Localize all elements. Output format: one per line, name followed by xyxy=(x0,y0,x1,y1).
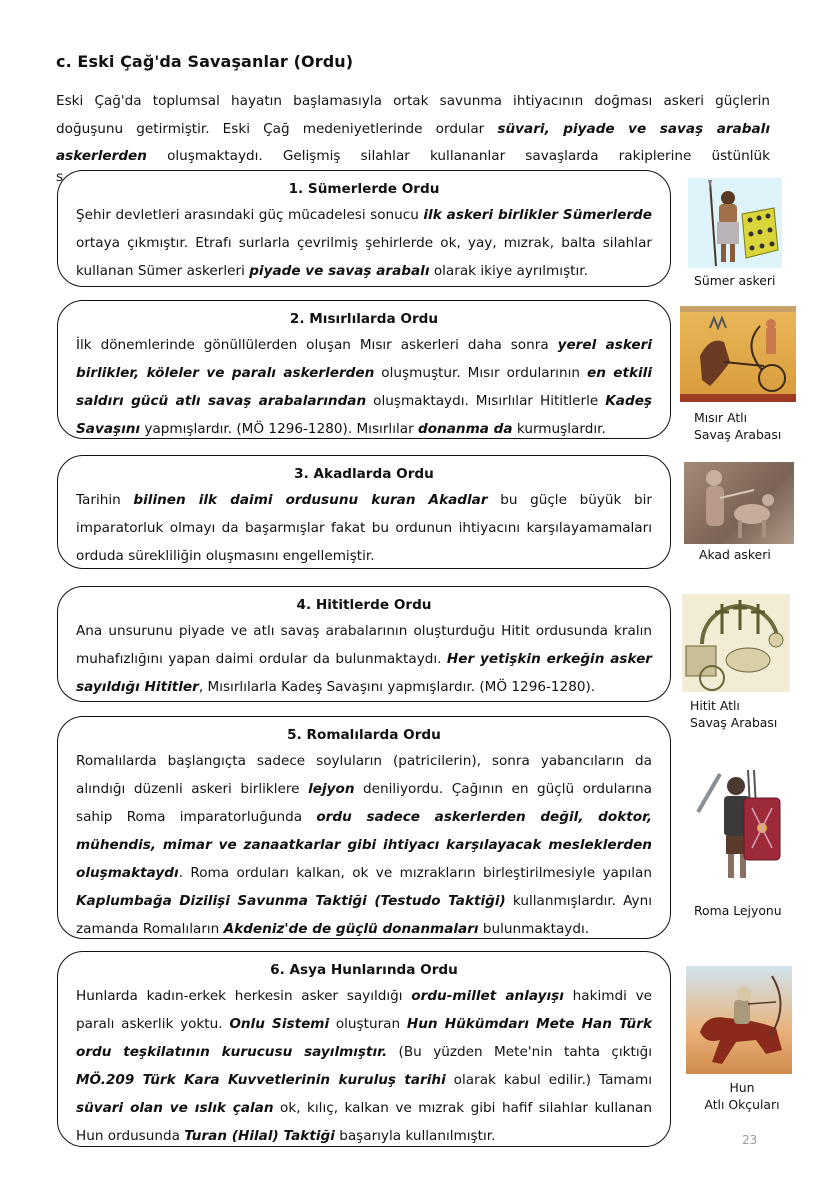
intro-text: Eski Çağ'da toplumsal hayatın başlamasıyla ortak savunma ihtiyacının doğması askeri güçlerin doğuşunu getirmiştir. Eski Çağ medeniyetlerinde ordular xyxy=(56,93,770,137)
section-heading: 5. Romalılarda Ordu xyxy=(287,727,441,743)
sumerian-soldier-image xyxy=(688,178,782,268)
egyptian-chariot-image xyxy=(680,306,796,402)
section-body: İlk dönemlerinde gönüllülerden oluşan Mısır askerleri daha sonra yerel askeri birlikler, köleler ve paralı askerlerden oluşmuştur. Mısır ordularının en etkili saldırı gücü atlı savaş arabalarından oluşmaktaydı. Mısırlılar Hititlerle Kadeş Savaşını yapmışlardır. (MÖ 1296-1280). Mısırlılar donanma da kurmuşlardır. xyxy=(76,337,653,437)
image-caption: Hun Atlı Okçuları xyxy=(704,1080,780,1112)
image-caption: Roma Lejyonu xyxy=(694,903,782,918)
hun-horse-archer-image xyxy=(686,966,792,1074)
section-box-rome xyxy=(57,716,671,939)
section-box-egypt xyxy=(57,300,671,439)
section-heading: 6. Asya Hunlarında Ordu xyxy=(270,962,458,978)
section-box-huns xyxy=(57,951,671,1147)
section-body: Romalılarda başlangıçta sadece soyluların (patricilerin), sonra yabancıların da alındığı düzenli askeri birliklere lejyon deniliyordu. Çağının en güçlü ordularına sahip Roma imparatorluğunda ordu sadece askerlerden değil, doktor, mühendis, mimar ve zanaatkarlar gibi ihtiyacı karşılayacak mesleklerden oluşmaktaydı. Roma orduları kalkan, ok ve mızrakların birleştirilmesiyle yapılan Kaplumbağa Dizilişi Savunma Taktiği (Testudo Taktiği) kullanmışlardır. Aynı zamanda Romalıların Akdeniz'de de güçlü donanmaları bulunmaktaydı. xyxy=(76,753,652,937)
section-body: Şehir devletleri arasındaki güç mücadelesi sonucu ilk askeri birlikler Sümerlerde ortaya çıkmıştır. Etrafı surlarla çevrilmiş şehirlerde ok, yay, mızrak, balta silahlar kullanan Sümer askerleri piyade ve savaş arabalı olarak ikiye ayrılmıştır. xyxy=(76,207,652,279)
akkadian-soldier-image xyxy=(684,462,794,544)
image-caption: Hitit Atlı Savaş Arabası xyxy=(690,698,778,730)
intro-paragraph xyxy=(56,88,770,171)
section-body: Ana unsurunu piyade ve atlı savaş arabalarının oluşturduğu Hitit ordusunda kralın muhafızlığını yapan daimi ordular da bulunmaktaydı. Her yetişkin erkeğin asker sayıldığı Hititler, Mısırlılarla Kadeş Savaşını yapmışlardır. (MÖ 1296-1280). xyxy=(76,623,652,695)
section-box-akkad xyxy=(57,455,671,569)
image-caption: Mısır Atlı Savaş Arabası xyxy=(694,410,782,442)
intro-text: oluşmaktaydı. Gelişmiş silahlar kullananlar savaşlarda rakiplerine üstünlük xyxy=(146,148,770,164)
section-heading: 2. Mısırlılarda Ordu xyxy=(289,311,439,327)
section-box-hittite xyxy=(57,586,671,702)
image-caption: Akad askeri xyxy=(699,547,771,562)
hidden-intro-fragment: s xyxy=(56,170,64,184)
hittite-chariot-image xyxy=(682,594,790,692)
section-body: Hunlarda kadın-erkek herkesin asker sayıldığı ordu-millet anlayışı hakimdi ve paralı askerlik yoktu. Onlu Sistemi oluşturan Hun Hükümdarı Mete Han Türk ordu teşkilatının kurucusu sayılmıştır. (Bu yüzden Mete'nin tahta çıktığı MÖ.209 Türk Kara Kuvvetlerinin kuruluş tarihi olarak kabul edilir.) Tamamı süvari olan ve ıslık çalan ok, kılıç, kalkan ve mızrak gibi hafif silahlar kullanan Hun ordusunda Turan (Hilal) Taktiği başarıyla kullanılmıştır. xyxy=(76,988,653,1144)
section-title: c. Eski Çağ'da Savaşanlar (Ordu) xyxy=(56,52,354,71)
intro-emphasis: süvari, piyade ve savaş arabalı askerlerden xyxy=(56,120,770,164)
roman-legionary-image xyxy=(690,768,790,886)
image-caption: Sümer askeri xyxy=(694,273,776,288)
section-heading: 1. Sümerlerde Ordu xyxy=(288,181,440,197)
section-box-sumer xyxy=(57,170,671,287)
section-heading: 4. Hititlerde Ordu xyxy=(296,597,432,613)
page-number: 23 xyxy=(742,1133,758,1147)
section-heading: 3. Akadlarda Ordu xyxy=(294,466,434,482)
section-body: Tarihin bilinen ilk daimi ordusunu kuran Akadlar bu güçle büyük bir imparatorluk olmayı da başarmışlar fakat bu ordunun ihtiyacını karşılayamamaları orduda sürekliliğin oluşmasını engellemiştir. xyxy=(76,492,653,564)
